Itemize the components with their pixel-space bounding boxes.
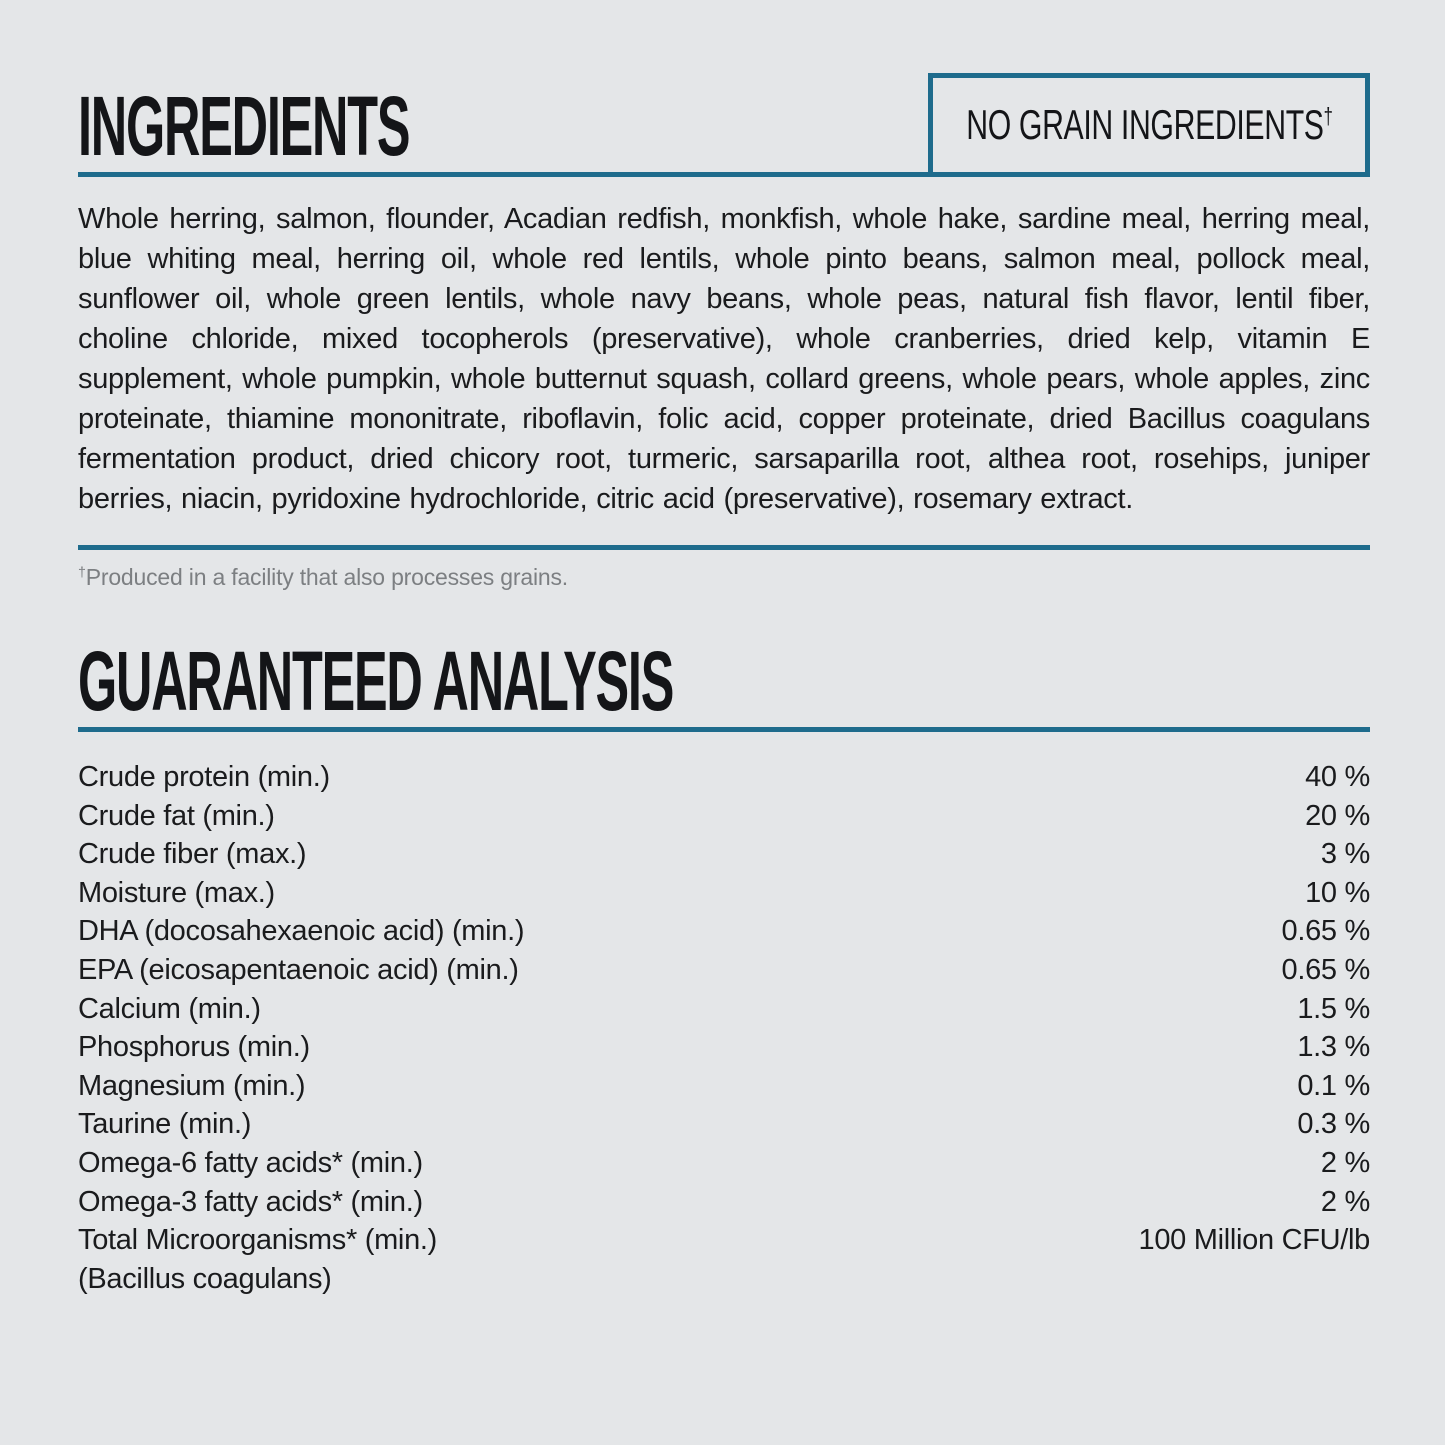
table-row <box>78 1028 1370 1067</box>
row-label: DHA (docosahexaenoic acid) (min.) <box>78 915 525 948</box>
ingredients-title: INGREDIENTS <box>78 79 410 173</box>
ingredients-header <box>78 55 1370 177</box>
table-row <box>78 797 1370 836</box>
row-value: 0.65 % <box>1281 915 1370 948</box>
table-row <box>78 874 1370 913</box>
row-value: 2 % <box>1320 1146 1370 1179</box>
row-value: 3 % <box>1320 838 1370 871</box>
row-label: Magnesium (min.) <box>78 1069 306 1102</box>
table-row <box>78 912 1370 951</box>
row-label: Omega-3 fatty acids* (min.) <box>78 1185 423 1218</box>
guaranteed-analysis-title: GUARANTEED ANALYSIS <box>78 634 674 728</box>
row-value: 0.1 % <box>1297 1069 1370 1102</box>
table-row <box>78 1105 1370 1144</box>
grain-footnote-text: Produced in a facility that also processes grains. <box>85 564 568 590</box>
row-value: 0.3 % <box>1297 1108 1370 1141</box>
table-row <box>78 1067 1370 1106</box>
row-value: 20 % <box>1305 799 1370 832</box>
row-label: Taurine (min.) <box>78 1108 252 1141</box>
row-value: 0.65 % <box>1281 953 1370 986</box>
table-row <box>78 990 1370 1029</box>
no-grain-badge-text <box>966 101 1332 149</box>
row-label: Crude fat (min.) <box>78 799 275 832</box>
row-value: 10 % <box>1305 876 1370 909</box>
row-label: Phosphorus (min.) <box>78 1031 310 1064</box>
guaranteed-analysis-table <box>78 758 1370 1298</box>
table-row <box>78 835 1370 874</box>
row-label: EPA (eicosapentaenoic acid) (min.) <box>78 953 519 986</box>
footnote-divider <box>78 545 1370 550</box>
row-label: Crude fiber (max.) <box>78 838 307 871</box>
row-label: Moisture (max.) <box>78 876 275 909</box>
row-value: 2 % <box>1320 1185 1370 1218</box>
ingredients-body: Whole herring, salmon, flounder, Acadian redfish, monkfish, whole hake, sardine meal, herring meal, blue whiting meal, herring oil, whole red lentils, whole pinto beans, salmon meal, pollock meal, sunflower oil, whole green lentils, whole navy beans, whole peas, natural fish flavor, lentil fiber, choline chloride, mixed tocopherols (preservative), whole cranberries, dried kelp, vitamin E supplement, whole pumpkin, whole butternut squash, collard greens, whole pears, whole apples, zinc proteinate, thiamine mononitrate, riboflavin, folic acid, copper proteinate, dried Bacillus coagulans fermentation product, dried chicory root, turmeric, sarsaparilla root, althea root, rosehips, juniper berries, niacin, pyridoxine hydrochloride, citric acid (preservative), rosemary extract. <box>78 203 1370 515</box>
grain-footnote-dagger: † <box>78 564 86 581</box>
table-row <box>78 1144 1370 1183</box>
row-value: 40 % <box>1305 761 1370 793</box>
row-label: Omega-6 fatty acids* (min.) <box>78 1146 423 1179</box>
row-value: 1.5 % <box>1297 992 1370 1025</box>
no-grain-badge-label: NO GRAIN INGREDIENTS <box>965 101 1324 148</box>
row-label: Total Microorganisms* (min.) <box>78 1224 438 1257</box>
row-label: (Bacillus coagulans) <box>78 1262 332 1295</box>
grain-footnote <box>78 562 1370 592</box>
table-row <box>78 1260 1370 1299</box>
row-value: 1.3 % <box>1297 1031 1370 1064</box>
row-label: Crude protein (min.) <box>78 761 330 793</box>
row-value: 100 Million CFU/lb <box>1138 1224 1370 1257</box>
table-row <box>78 1221 1370 1260</box>
guaranteed-analysis-header <box>78 634 1370 732</box>
table-row <box>78 1183 1370 1222</box>
no-grain-badge-dagger: † <box>1323 103 1333 129</box>
row-label: Calcium (min.) <box>78 992 261 1025</box>
no-grain-badge <box>928 73 1370 177</box>
table-row <box>78 951 1370 990</box>
table-row <box>78 758 1370 797</box>
